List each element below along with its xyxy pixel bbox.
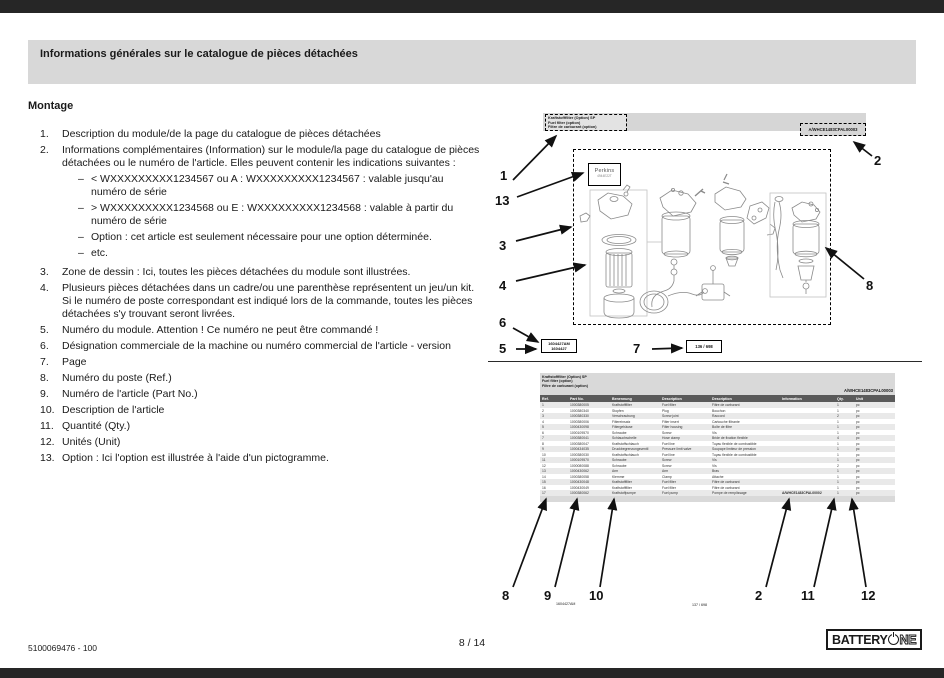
table-cell: Vis	[712, 463, 717, 468]
list-item-text: Unités (Unit)	[62, 436, 121, 448]
table-cell: Plug	[662, 408, 669, 413]
table-cell: Kraftstoffschlauch	[612, 441, 639, 446]
table-cell: Boîte de filtre	[712, 425, 732, 429]
table-cell: Bras	[712, 469, 719, 473]
table-cell: Kraftstoffpumpe	[612, 491, 636, 495]
list-item-number: 3.	[40, 266, 49, 278]
callout-number-7: 7	[633, 341, 641, 356]
power-icon	[888, 634, 899, 645]
callout-number-6: 6	[499, 315, 507, 330]
numbered-list	[40, 128, 480, 468]
table-cell: 1000380041	[570, 436, 589, 440]
table-cell: 6	[542, 430, 544, 435]
page-indicator: 8 / 14	[458, 637, 486, 649]
table-cell: Druckbegrenzungsventil	[612, 447, 649, 451]
table-cell: 1000380030	[570, 452, 589, 457]
column-header: Qty.	[837, 396, 844, 401]
table-cell: Screw	[662, 458, 672, 462]
table-cell: Soupape limiteur de pression	[712, 447, 756, 451]
column-header: Description	[712, 396, 732, 401]
list-item-number: 2.	[40, 144, 49, 156]
table-cell: 9	[542, 447, 544, 451]
parts-table-column-header	[540, 395, 895, 402]
callout-number-1: 1	[500, 168, 508, 183]
list-item-text: Quantité (Qty.)	[62, 420, 131, 432]
callout-number-10: 10	[589, 588, 604, 603]
list-item-text: Description du module/de la page du catalogue de pièces détachées	[62, 128, 381, 140]
diagram1-page-text: 136 / 698	[695, 344, 713, 349]
table-cell: pc	[856, 403, 860, 407]
table-cell: pc	[856, 474, 860, 479]
parts-table-title: Kraftstofffilter (Option) SP Fuel filter (option) Filtre de carburant (option)	[542, 375, 588, 388]
table-cell: pc	[856, 447, 860, 451]
list-item	[40, 356, 480, 369]
list-item	[40, 144, 480, 263]
table-cell: Cartouche filtrante	[712, 419, 740, 424]
diagram1-title-text: Kraftstofffilter (Option) SP Fuel filter (option) Filtre de carburant (option)	[548, 116, 597, 130]
list-item-number: 11.	[40, 420, 54, 432]
option-pictogram-box	[588, 163, 621, 186]
table-cell: Kraftstoffschlauch	[612, 452, 639, 457]
list-item-number: 5.	[40, 324, 49, 336]
table-cell: Vis	[712, 430, 717, 435]
table-cell: 13	[542, 469, 546, 473]
table-cell: 1	[837, 447, 839, 451]
table-cell: 2	[837, 414, 839, 418]
column-header: Part No.	[570, 396, 584, 401]
callout-number-8: 8	[866, 278, 874, 293]
table-cell: Bouchon	[712, 408, 726, 413]
table-cell: pc	[856, 430, 860, 435]
dash-bullet: –	[78, 173, 84, 185]
table-cell: pc	[856, 419, 860, 424]
list-sub-item	[78, 247, 480, 260]
table-cell: 1	[542, 403, 544, 407]
table-cell: Pressure limit valve	[662, 447, 692, 451]
column-header: Ref.	[542, 396, 549, 401]
list-item-number: 13.	[40, 452, 55, 464]
page-title-text: Informations générales sur le catalogue de pièces détachées	[40, 48, 358, 60]
callout-number-3: 3	[499, 238, 507, 253]
table-cell: Stopfen	[612, 408, 624, 413]
dash-bullet: –	[78, 202, 84, 214]
table-cell: Bride de fixation flexible	[712, 436, 748, 440]
table-cell: Hose clamp	[662, 436, 680, 440]
dash-bullet: –	[78, 247, 84, 259]
list-item-text: Numéro du poste (Ref.)	[62, 372, 172, 384]
callout-number-5: 5	[499, 341, 507, 356]
table-cell: 16	[542, 485, 546, 490]
table-cell: 1000430049	[570, 485, 589, 490]
table-cell: Filtergehäuse	[612, 425, 633, 429]
list-item-number: 8.	[40, 372, 49, 384]
module-number-box	[541, 339, 577, 353]
section-heading: Montage	[28, 100, 74, 112]
list-item-text: Numéro de l'article (Part No.)	[62, 388, 198, 400]
list-item	[40, 282, 480, 321]
table-cell: 8	[542, 441, 544, 446]
table-cell: 1	[837, 491, 839, 495]
table-cell: Schraube	[612, 458, 627, 462]
column-header: Unit	[856, 396, 863, 401]
table-cell: Screw joint	[662, 414, 679, 418]
table-cell: 17	[542, 491, 546, 495]
table-cell: pc	[856, 485, 860, 490]
table-cell: Pompe de remplissage	[712, 491, 747, 495]
list-sub-item-text: Option : cet article est seulement nécessaire pour une option déterminée.	[91, 231, 432, 243]
table-page-number: 137 / 698	[692, 603, 707, 607]
module-number-line2: 1604427	[551, 346, 567, 351]
brand-name: Perkins	[594, 168, 615, 174]
table-cell: 1000430098	[570, 425, 589, 429]
table-cell: 11	[542, 458, 546, 462]
list-item	[40, 372, 480, 385]
diagram1-page-box	[686, 340, 722, 353]
table-cell: 7	[542, 436, 544, 440]
table-cell: Verschraubung	[612, 414, 635, 418]
table-cell: pc	[856, 436, 860, 440]
callout-number-2: 2	[755, 588, 763, 603]
list-sub-item-text: > WXXXXXXXXX1234568 ou E : WXXXXXXXXX1234568 : valable à partir du numéro de série	[91, 202, 454, 227]
table-cell: 2	[542, 408, 544, 413]
list-item-number: 4.	[40, 282, 49, 294]
table-cell: pc	[856, 491, 860, 495]
table-cell: 2	[837, 463, 839, 468]
table-cell: Arm	[612, 469, 619, 473]
table-cell: 1	[837, 425, 839, 429]
table-cell: 10	[542, 452, 546, 457]
list-item-text: Informations complémentaires (Information) sur le module/la page du catalogue de pièces détachées ou le numéro de l'article. Elles peuvent contenir les indications suivantes : – < WXXXXXXXXX1234567 ou A : WXXXXXXXXX1234567 : valable jusqu'au numéro de série – > WXXXXXXXXX1234568 ou E : WXXXXXXXXX1234568 : valable à partir du numéro de série – Option : cet article est seulement nécessaire pour une option déterminée. – etc.	[62, 144, 480, 259]
list-item	[40, 324, 480, 337]
table-cell: 1	[837, 480, 839, 484]
table-cell: 4	[542, 419, 544, 424]
table-cell: Filter insert	[662, 419, 679, 424]
table-cell: 1000430048	[570, 480, 589, 484]
table-cell: Fuel line	[662, 452, 675, 457]
list-item	[40, 420, 480, 433]
table-cell: 1000109570	[570, 458, 589, 462]
list-sub-item	[78, 173, 480, 199]
callout-number-9: 9	[544, 588, 552, 603]
table-cell: pc	[856, 414, 860, 418]
dash-bullet: –	[78, 231, 84, 243]
brand-code: 4944E22T	[597, 174, 612, 178]
list-item-text: Désignation commerciale de la machine ou numéro commercial de l'article - version	[62, 340, 451, 352]
table-cell: pc	[856, 441, 860, 446]
list-item-number: 9.	[40, 388, 49, 400]
table-cell: 5	[542, 425, 544, 429]
table-cell: pc	[856, 452, 860, 457]
table-cell: Vis	[712, 458, 717, 462]
list-sub-item	[78, 202, 480, 228]
table-cell: pc	[856, 458, 860, 462]
list-item	[40, 436, 480, 449]
table-cell: Clamp	[662, 474, 672, 479]
logo-text-ne: NE	[899, 632, 917, 647]
parts-table-doc-code: A/WHCE1483CPAL00003	[843, 388, 893, 393]
list-item-number: 6.	[40, 340, 49, 352]
table-cell: 1	[837, 430, 839, 435]
list-item	[40, 388, 480, 401]
bottom-black-bar	[0, 668, 944, 678]
table-cell: 1	[837, 408, 839, 413]
table-cell: Tuyau flexible de combustible	[712, 452, 757, 457]
table-cell: Arm	[662, 469, 669, 473]
table-cell: 4	[837, 436, 839, 440]
table-cell: 1000380006	[570, 419, 589, 424]
list-item-text: Page	[62, 356, 87, 368]
table-cell: Kraftstofffilter	[612, 403, 632, 407]
table-cell: 1	[837, 485, 839, 490]
table-cell: 1000380058	[570, 474, 589, 479]
table-cell: 12	[542, 463, 546, 468]
document-number: 5100069476 - 100	[28, 643, 98, 653]
table-cell: Tuyau flexible de combustible	[712, 441, 757, 446]
list-item-text: Plusieurs pièces détachées dans un cadre/ou une parenthèse représentent un jeu/un kit. Si le numéro de poste correspondant est indiqué lors de la commande, toutes les pièces détachées s'y trouvant seront livrées.	[62, 282, 475, 320]
table-cell: Klemme	[612, 474, 625, 479]
table-cell: 1000380062	[570, 491, 589, 495]
table-cell: pc	[856, 480, 860, 484]
table-cell: Schlauchschelle	[612, 436, 637, 440]
table-cell: 1	[837, 469, 839, 473]
list-item-number: 7.	[40, 356, 49, 368]
table-cell: 1	[837, 403, 839, 407]
list-item	[40, 128, 480, 141]
diagram1-title-box	[545, 114, 627, 131]
callout-number-11: 11	[801, 588, 815, 603]
parts-table-rows	[540, 402, 895, 496]
list-sub-item-text: < WXXXXXXXXX1234567 ou A : WXXXXXXXXX1234567 : valable jusqu'au numéro de série	[91, 173, 444, 198]
figures-divider	[488, 361, 922, 362]
table-cell: Filtre de carburant	[712, 403, 740, 407]
table-cell: Fuel filter	[662, 480, 676, 484]
list-item-text: Option : Ici l'option est illustrée à l'aide d'un pictogramme.	[62, 452, 329, 464]
table-cell: Filtre de carburant	[712, 485, 740, 490]
list-item	[40, 404, 480, 417]
table-cell: 1000380340	[570, 408, 589, 413]
table-cell: 1	[837, 441, 839, 446]
callout-number-12: 12	[861, 588, 876, 603]
column-header: Benennung	[612, 396, 632, 401]
table-cell: Kraftstofffilter	[612, 480, 632, 484]
callout-number-2: 2	[874, 153, 882, 168]
list-sub-item	[78, 231, 480, 244]
table-cell: Schraube	[612, 430, 627, 435]
list-sub-item-text: etc.	[91, 247, 108, 259]
table-cell: Screw	[662, 463, 672, 468]
list-item	[40, 266, 480, 279]
table-cell: Filtereinsatz	[612, 419, 631, 424]
page-title	[28, 40, 916, 84]
table-cell: 15	[542, 480, 546, 484]
list-item-text: Description de l'article	[62, 404, 165, 416]
column-header: Information	[782, 396, 802, 401]
table-cell: Filtre de carburant	[712, 480, 740, 484]
table-cell: Kraftstofffilter	[612, 485, 632, 490]
parts-table	[540, 373, 895, 502]
diagram1-doc-code-text: A/WHCE1483CPAL00003	[808, 127, 858, 132]
table-cell: Fuel line	[662, 441, 675, 446]
top-black-bar	[0, 0, 944, 13]
list-item-number: 12.	[40, 436, 55, 448]
table-cell: A/WHCE1483CPAL00002	[782, 491, 822, 495]
table-cell: Fuel filter	[662, 485, 676, 490]
table-cell: Screw	[662, 430, 672, 435]
list-item-number: 1.	[40, 128, 49, 140]
list-item-text: Zone de dessin : Ici, toutes les pièces détachées du module sont illustrées.	[62, 266, 411, 278]
table-cell: pc	[856, 463, 860, 468]
list-item	[40, 452, 480, 465]
table-cell: 1000380330	[570, 414, 589, 418]
table-cell: 1000380005	[570, 403, 589, 407]
table-cell: Raccord	[712, 414, 725, 418]
table-cell: 1000434035	[570, 447, 589, 451]
list-item	[40, 340, 480, 353]
table-cell: pc	[856, 408, 860, 413]
table-cell: Attache	[712, 474, 724, 479]
table-row	[540, 490, 895, 496]
table-cell: 14	[542, 474, 546, 479]
logo-text-battery: BATTERY	[832, 632, 888, 647]
list-item-number: 10.	[40, 404, 55, 416]
table-cell: 1	[837, 458, 839, 462]
table-cell: Schraube	[612, 463, 627, 468]
table-cell: 3	[542, 414, 544, 418]
table-cell: pc	[856, 469, 860, 473]
parts-table-header	[540, 373, 895, 395]
table-cell: 1000430062	[570, 469, 589, 473]
table-cell: pc	[856, 425, 860, 429]
table-cell: 1	[837, 419, 839, 424]
table-module-number: 1604427AM	[556, 602, 576, 606]
table-cell: 1	[837, 452, 839, 457]
column-header: Description	[662, 396, 682, 401]
callout-number-13: 13	[495, 193, 510, 208]
table-cell: 1000380047	[570, 441, 589, 446]
module-number-line1: 1604427AM	[548, 341, 570, 346]
table-cell: Fuel pump	[662, 491, 679, 495]
callout-number-8: 8	[502, 588, 510, 603]
callout-number-4: 4	[499, 278, 507, 293]
table-cell: 1000109570	[570, 430, 589, 435]
list-item-text: Numéro du module. Attention ! Ce numéro ne peut être commandé !	[62, 324, 379, 336]
table-cell: 1	[837, 474, 839, 479]
batteryone-logo	[826, 629, 922, 650]
diagram1-doc-code	[800, 123, 866, 136]
table-cell: 1000080088	[570, 463, 589, 468]
table-cell: Fuel filter	[662, 403, 676, 407]
parts-table-footer-strip	[540, 496, 895, 502]
list-sub-items	[78, 173, 480, 260]
table-cell: Filter housing	[662, 425, 683, 429]
